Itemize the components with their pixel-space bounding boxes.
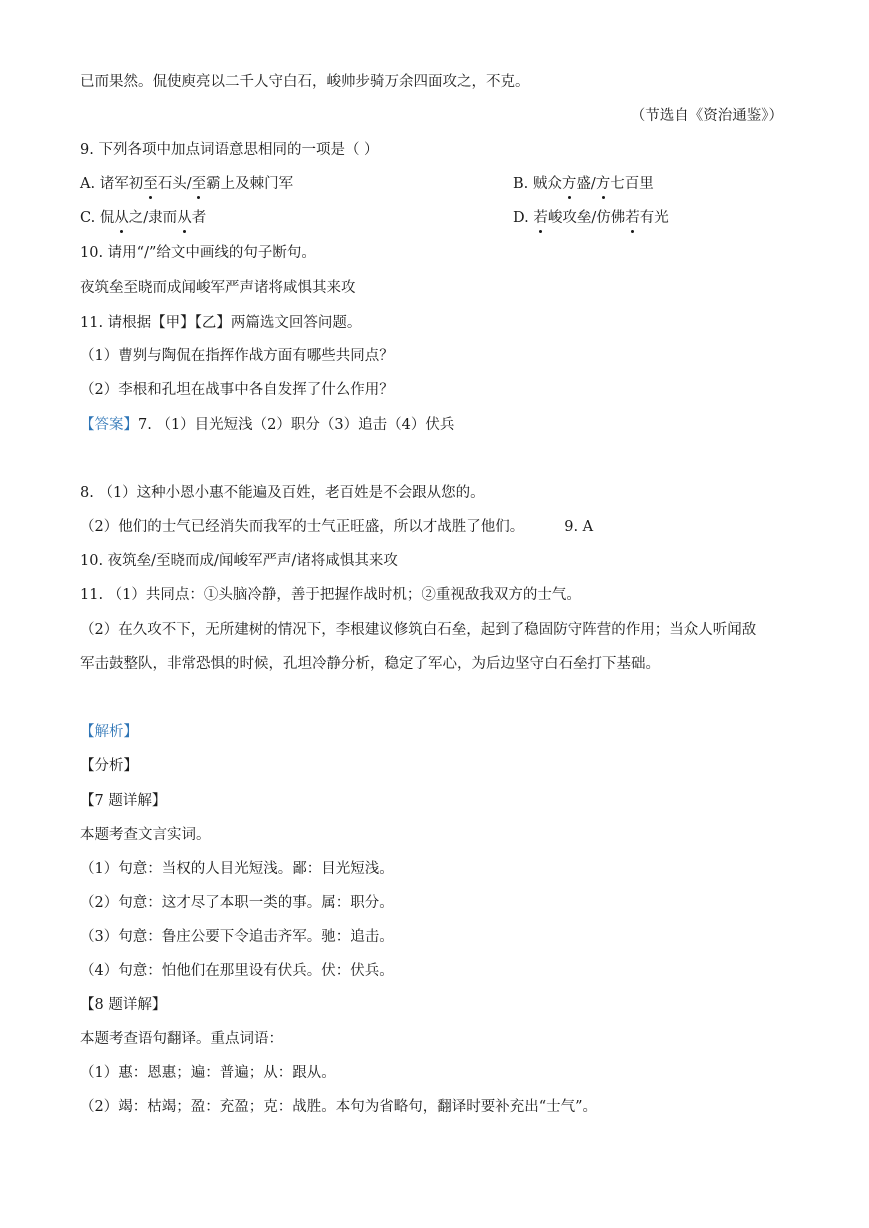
question-9-stem: 9. 下列各项中加点词语意思相同的一项是（ ） bbox=[80, 142, 379, 158]
answer-11-2-cont: 军击鼓整队，非常恐惧的时候，孔坦冷静分析，稳定了军心，为后边坚守白石垒打下基础。 bbox=[80, 656, 660, 672]
answer-11-1: 11. （1）共同点：①头脑冷静，善于把握作战时机；②重视敌我双方的士气。 bbox=[80, 587, 581, 603]
analysis-heading: 【分析】 bbox=[80, 758, 138, 774]
question-11-sub1: （1）曹刿与陶侃在指挥作战方面有哪些共同点？ bbox=[80, 348, 394, 364]
option-text: 之/隶而 bbox=[128, 210, 178, 226]
q8-item-2: （2）竭：枯竭；盈：充盈；克：战胜。本句为省略句，翻译时要补充出“士气”。 bbox=[80, 1099, 598, 1115]
dotted-word: 至 bbox=[191, 176, 207, 192]
dotted-word: 从 bbox=[114, 210, 129, 226]
q8-item-1: （1）惠：恩惠；遍：普遍；从：跟从。 bbox=[80, 1065, 336, 1081]
passage-last-line: 已而果然。侃使庾亮以二千人守白石，峻帅步骑万余四面攻之，不克。 bbox=[80, 74, 530, 90]
q7-item-3: （3）句意：鲁庄公要下令追击齐军。驰：追击。 bbox=[80, 929, 394, 945]
q8-intro: 本题考查语句翻译。重点词语： bbox=[80, 1031, 283, 1047]
question-10-stem: 10. 请用“/”给文中画线的句子断句。 bbox=[80, 245, 316, 261]
question-11-sub2: （2）李根和孔坦在战事中各自发挥了什么作用？ bbox=[80, 382, 394, 398]
q7-intro: 本题考查文言实词。 bbox=[80, 827, 211, 843]
option-text: A. 诸军初 bbox=[80, 176, 144, 192]
q7-detail-heading: 【7 题详解】 bbox=[80, 793, 167, 809]
option-text: D. bbox=[513, 210, 534, 226]
answer-8-2: （2）他们的士气已经消失而我军的士气正旺盛，所以才战胜了他们。 bbox=[80, 519, 525, 535]
option-b bbox=[513, 174, 654, 194]
dotted-word: 从 bbox=[177, 210, 192, 226]
answer-8-2-row bbox=[80, 517, 593, 537]
answer-tag: 【答案】 bbox=[80, 417, 138, 433]
answer-11-2: （2）在久攻不下，无所建树的情况下，李根建议修筑白石垒，起到了稳固防守阵营的作用；当众人听闻敌 bbox=[80, 622, 757, 638]
option-c bbox=[80, 208, 669, 228]
question-10-sentence: 夜筑垒至晓而成闻峻军严声诸将咸惧其来攻 bbox=[80, 280, 356, 296]
q7-item-2: （2）句意：这才尽了本职一类的事。属：职分。 bbox=[80, 895, 394, 911]
q8-detail-heading: 【8 题详解】 bbox=[80, 997, 167, 1013]
option-text: 七百里 bbox=[610, 176, 654, 192]
answer-9: 9. A bbox=[564, 519, 594, 535]
analysis-tag: 【解析】 bbox=[80, 724, 138, 740]
option-text: 盛/ bbox=[576, 176, 596, 192]
option-text: C. 侃 bbox=[80, 210, 115, 226]
option-text: 者 bbox=[191, 210, 207, 226]
option-d bbox=[513, 208, 669, 228]
q7-item-4: （4）句意：怕他们在那里设有伏兵。伏：伏兵。 bbox=[80, 963, 394, 979]
q7-item-1: （1）句意：当权的人目光短浅。鄙：目光短浅。 bbox=[80, 861, 394, 877]
option-text: 石头/ bbox=[157, 176, 192, 192]
dotted-word: 至 bbox=[143, 176, 158, 192]
dotted-word: 若 bbox=[625, 210, 640, 226]
option-text: 有光 bbox=[639, 210, 669, 226]
option-text: B. 贼众 bbox=[513, 176, 562, 192]
option-text: 峻攻垒/仿佛 bbox=[547, 210, 626, 226]
answer-7 bbox=[80, 415, 454, 435]
dotted-word: 方 bbox=[561, 176, 577, 192]
option-text: 霸上及棘门军 bbox=[206, 176, 294, 192]
option-a bbox=[80, 174, 654, 194]
answer-10: 10. 夜筑垒/至晓而成/闻峻军严声/诸将咸惧其来攻 bbox=[80, 553, 398, 569]
answer-7-text: 7. （1）目光短浅（2）职分（3）追击（4）伏兵 bbox=[138, 417, 455, 433]
question-11-stem: 11. 请根据【甲】【乙】两篇选文回答问题。 bbox=[80, 315, 362, 331]
dotted-word: 若 bbox=[533, 210, 548, 226]
answer-8-1: 8. （1）这种小恩小惠不能遍及百姓，老百姓是不会跟从您的。 bbox=[80, 485, 485, 501]
dotted-word: 方 bbox=[595, 176, 611, 192]
source-note: （节选自《资治通鉴》） bbox=[630, 108, 783, 124]
